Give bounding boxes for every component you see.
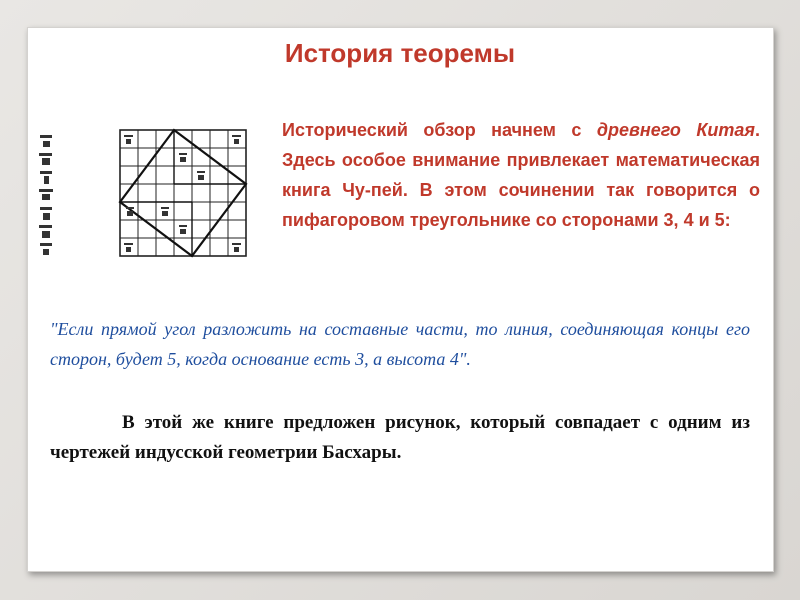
intro-text-part1: Исторический обзор начнем с: [282, 120, 597, 140]
grid-lines: [120, 130, 246, 256]
intro-text-part2: . Здесь особое внимание привлекает математическая книга Чу-пей. В этом сочинении так говорится о пифагоровом треугольнике со сторонами 3, 4 и 5:: [282, 120, 761, 230]
cell-character-marks: [124, 135, 241, 252]
chinese-calligraphy-column: [39, 135, 53, 255]
quote-paragraph: "Если прямой угол разложить на составные части, то линия, соединяющая концы его сторон, будет 5, когда основание есть 3, а высота 4".: [50, 319, 750, 369]
chinese-diagram-figure: [34, 125, 269, 265]
intro-text-italic: древнего Китая: [596, 120, 755, 140]
intro-paragraph: [282, 115, 760, 235]
inner-square-lines: [120, 130, 246, 256]
closing-paragraph: В этой же книге предложен рисунок, который совпадает с одним из чертежей индусской геометрии Басхары.: [50, 412, 750, 463]
inscribed-square: [120, 130, 246, 256]
slide-card: [27, 27, 774, 572]
slide-title: История теоремы: [284, 38, 516, 68]
